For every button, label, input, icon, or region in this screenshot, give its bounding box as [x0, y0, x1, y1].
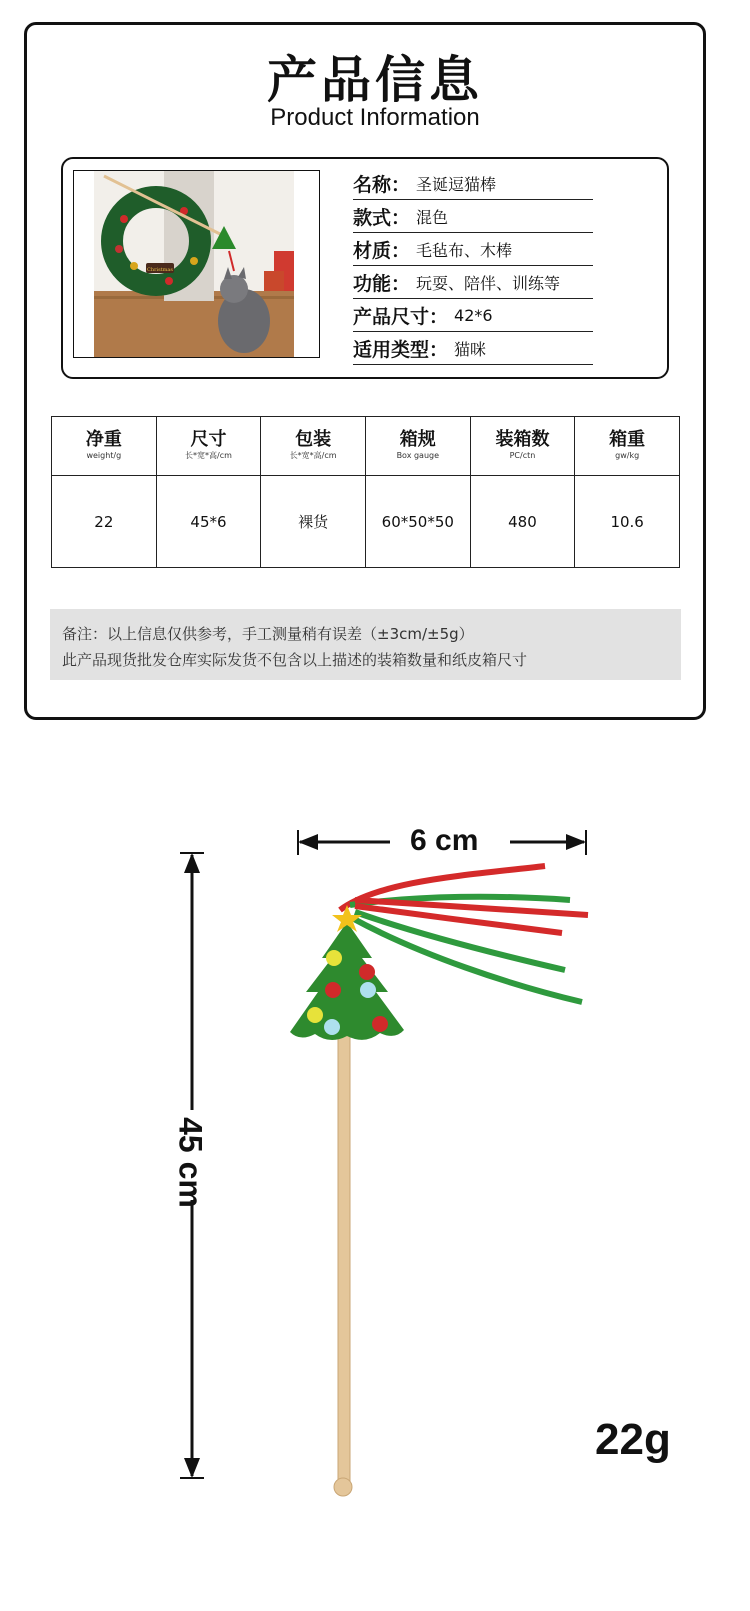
arrow-right-icon [566, 834, 586, 850]
table-row [52, 476, 680, 568]
spec-row-size [353, 299, 593, 332]
table-cell: 22 [52, 476, 157, 568]
arrow-up-icon [184, 853, 200, 873]
spec-label: 适用类型： [353, 338, 449, 361]
table-cell: 10.6 [575, 476, 680, 568]
note-line-1: 备注：以上信息仅供参考，手工测量稍有误差（±3cm/±5g） [62, 625, 474, 643]
table-cell: 480 [470, 476, 575, 568]
spec-label: 款式： [353, 206, 411, 229]
spec-label: 产品尺寸： [353, 305, 449, 328]
wreath-sign-text: Christmas [147, 267, 173, 273]
header-en: weight/g [86, 451, 122, 460]
spec-row-function [353, 266, 593, 299]
header-cn: 包装 [295, 429, 332, 450]
header-en: 长*宽*高/cm [185, 451, 232, 460]
arrow-left-icon [298, 834, 318, 850]
packaging-table [51, 416, 680, 568]
table-header-cell [52, 417, 157, 476]
header-en: Box gauge [396, 451, 440, 460]
page-subtitle: Product Information [270, 104, 480, 131]
spec-value: 混色 [416, 207, 449, 227]
spec-label: 名称： [353, 173, 411, 196]
table-cell: 60*50*50 [365, 476, 470, 568]
spec-row-name [353, 167, 593, 200]
table-header-row [52, 417, 680, 476]
arrow-down-icon [184, 1458, 200, 1478]
spec-value: 圣诞逗猫棒 [416, 174, 497, 194]
spec-row-type [353, 332, 593, 365]
header-en: PC/ctn [509, 451, 536, 460]
height-label: 45 cm [172, 1117, 209, 1208]
product-photo [73, 170, 320, 358]
note-box [50, 609, 681, 680]
spec-value: 42*6 [454, 305, 493, 325]
table-header-cell [261, 417, 366, 476]
spec-row-material [353, 233, 593, 266]
weight-label: 22g [595, 1415, 671, 1464]
spec-value: 猫咪 [454, 339, 487, 359]
width-label: 6 cm [410, 824, 479, 857]
note-line-2: 此产品现货批发仓库实际发货不包含以上描述的装箱数量和纸皮箱尺寸 [62, 651, 528, 669]
table-header-cell [575, 417, 680, 476]
page-title: 产品信息 [267, 51, 483, 109]
spec-value: 玩耍、陪伴、训练等 [416, 273, 561, 293]
header-cn: 箱规 [399, 429, 436, 450]
header-cn: 净重 [85, 429, 122, 450]
spec-label: 材质： [353, 239, 411, 262]
stick-end-knob [334, 1478, 352, 1496]
header-en: gw/kg [615, 451, 640, 460]
spec-value: 毛毡布、木棒 [416, 240, 513, 260]
table-cell: 裸货 [261, 476, 366, 568]
header-cn: 尺寸 [190, 429, 227, 450]
product-illustration [0, 760, 750, 1611]
wooden-stick [338, 1030, 350, 1485]
header-cn: 装箱数 [495, 429, 550, 450]
table-header-cell [470, 417, 575, 476]
table-cell: 45*6 [156, 476, 261, 568]
header-cn: 箱重 [609, 429, 646, 450]
spec-label: 功能： [353, 272, 411, 295]
table-header-cell [365, 417, 470, 476]
header-en: 长*宽*高/cm [289, 451, 337, 460]
spec-row-style [353, 200, 593, 233]
table-header-cell [156, 417, 261, 476]
